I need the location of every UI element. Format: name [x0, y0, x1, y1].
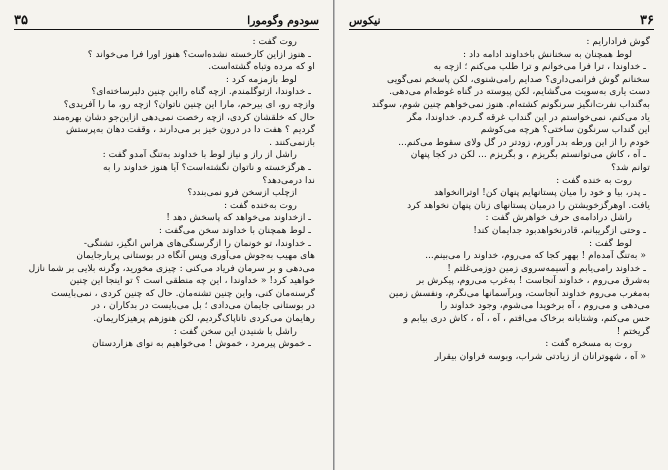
text-line: توانم شد؟	[611, 161, 650, 173]
right-running-head: نیکوس	[349, 13, 381, 27]
text-line: به‌شرق می‌روم ، خداوند آنجاست ! به‌غرب می‌روم، پیکرش بر	[416, 275, 650, 287]
text-line: ندا درمی‌دهد؟	[262, 174, 315, 186]
text-line: روت به‌خنده گفت :	[224, 199, 297, 211]
text-line: ـ خداوند رامی‌یابم و آسیمه‌سروی زمین دوزمی‌غلتم !	[447, 262, 646, 274]
text-line: گوش فرادارایم :	[586, 36, 650, 47]
text-line: ـ هنوز ازاین کارخسته نشده‌است؟ هنوز اورا فرا می‌خواند ؟	[87, 48, 311, 60]
left-page-body	[18, 36, 315, 351]
text-line: می‌دهی و بر سرمان فریاد می‌کنی : چیزی مخورید، وگرنه بلایی بر شما نازل	[28, 262, 315, 274]
text-line: های مهیب به‌جوش می‌آوری وپس آنگاه در بوستانی پربارجایمان	[76, 250, 315, 262]
text-line: « آه ، شهوترانان از زیادتی شراب، وبوسه فراوان بیقرار	[434, 350, 646, 362]
text-line: حس می‌کنم، وشتابانه برخاک می‌افتم ، آه ، آه ، کاش دری بیابم و	[403, 313, 650, 325]
text-line: ـ پدر، بیا و خود را میان پستانهایم پنهان کن! اوتراانخواهد	[434, 187, 646, 199]
text-line: ـ خداوندا، ازتوگلمندم. ازچه گناه رااین چنین دلبرساخته‌ای؟	[91, 86, 311, 98]
text-line: لوط گفت :	[588, 237, 632, 249]
text-line: به‌گنداب نفرت‌انگیز سرنگونم کشته‌ام. هنوز نمی‌خواهم چنین شوم، سوگند	[371, 98, 650, 110]
left-page-number: ۳۵	[14, 12, 28, 28]
right-page-body	[353, 36, 650, 363]
text-line: ـ لوط همچنان با خداوند سخن می‌گفت :	[158, 224, 311, 236]
right-page-number: ۳۶	[640, 12, 654, 28]
text-line: ـ خداوندا، تو خونمان را ازگرسنگی‌های هراس انگیز، تشنگی-	[83, 237, 311, 249]
text-line: راشل درادامه‌ی حرف خواهرش گفت :	[485, 212, 632, 224]
text-line: گریختم !	[616, 325, 650, 337]
text-line: یاد می‌کنم، نمی‌خواستم در این گنداب غرقه گـردم. خداوندا، مگر	[407, 111, 650, 123]
text-line: وازچه رو، ای بیرحم، مارا این چنین ناتوان؟ ازچه رو، ما را آفریدی؟	[63, 98, 315, 110]
text-line: راشل از راز و نیاز لوط با خداوند به‌تنگ آمدو گفت :	[102, 149, 297, 161]
text-line: بازنمی‌کنند .	[269, 136, 315, 148]
text-line: به‌مغرب می‌روم خداوند آنجاست، وبرآسمانها می‌نگرم، ونفسش زمین	[388, 287, 650, 299]
text-line: لوط بازمزمه کرد :	[225, 73, 297, 85]
text-line: رهایمان می‌کردی تاناپاک‌گردیم، لکن هنوزهم پرهیزکاریمان.	[93, 313, 315, 325]
right-header-rule	[349, 29, 654, 30]
text-line: در بوستانی جایمان می‌دادی ؛ بل می‌بایست در بدکاران ، در	[91, 300, 315, 312]
text-line: حال که خلقشان کردی، ازچه رخصت نمی‌دهی ازاین‌جو دشان بهره‌مند	[52, 111, 315, 123]
text-line: می‌دهی و می‌روم ، آه برخویدا می‌شوم، وجود خداوند را	[440, 300, 650, 312]
text-line: سخنانم گوش فرانمی‌داری؟ صدایم رامی‌شنوی، لکن پاسخم نمی‌گویی	[387, 73, 650, 85]
text-line: یافت. اوهرگزخویشتن را درمیان پستانهای زنان پنهان نخواهد کرد	[407, 199, 650, 211]
text-line: ـ خداوندا ، ترا فرا می‌خوانم و ترا طلب می‌کنم ؛ ازچه به	[433, 61, 646, 73]
text-line: ـ خموش پیرمرد ، خموش ! می‌خواهیم به نوای هزاردستان	[92, 338, 311, 350]
text-line: ـ هرگزخسته و ناتوان نگشته‌است؟ آیا هنوز خداوند را به	[102, 161, 311, 173]
text-line: خواهید کرد! « خداوندا ، این چه منطقی است ؟ تو اینجا این چنین	[69, 275, 315, 287]
text-line: گرسنه‌مان کنی، واین چنین تشنه‌مان. حال که چنین کردی ، نمی‌بایست	[51, 287, 315, 299]
text-line: او که مرده وتباه گشته‌است.	[208, 61, 315, 73]
text-line: گردیم ؟ هفت دا در درون خیز بر می‌دارند ، وقفت دهان به‌پرستش	[66, 124, 315, 136]
text-line: ـ وحتی ازگریبانم، قادرنخواهدبود جدایمان کند!	[473, 224, 646, 236]
text-line: خودم را از این ورطه بدر آورم، زودتر در گل ولای سقوط می‌کنم...	[398, 136, 650, 148]
text-line: دست یاری به‌سویت می‌گشایم، لکن پیوسته در گناه غوطه‌ام می‌دهی.	[389, 86, 650, 98]
text-line: ـ آه ، کاش می‌توانستم بگریزم ، و بگریزم ... لکن در کجا پنهان	[410, 149, 646, 161]
text-line: روت گفت :	[252, 36, 297, 47]
text-line: ازچلب ازسخن فرو نمی‌بندد؟	[187, 187, 297, 199]
text-line: لوط همچنان به سخنانش باخداوند ادامه داد :	[463, 48, 632, 60]
text-line: « به‌تنگ آمده‌ام ! بههر کجا که می‌روم، خداوند را می‌بینم...	[425, 250, 646, 262]
text-line: ـ ازخداوند می‌خواهد که پاسخش دهد !	[166, 212, 311, 224]
text-line: راشل با شنیدن این سخن گفت :	[173, 325, 297, 337]
text-line: این گنداب سرنگون ساختی؟ هرچه می‌کوشم	[480, 124, 650, 136]
text-line: روت به مسخره گفت :	[545, 338, 632, 350]
left-page-header	[14, 12, 319, 28]
text-line: روت به خنده گفت :	[556, 174, 632, 186]
left-running-head: سودوم وگومورا	[247, 13, 319, 27]
right-page	[334, 0, 668, 470]
right-page-header	[349, 12, 654, 28]
left-header-rule	[14, 29, 319, 30]
